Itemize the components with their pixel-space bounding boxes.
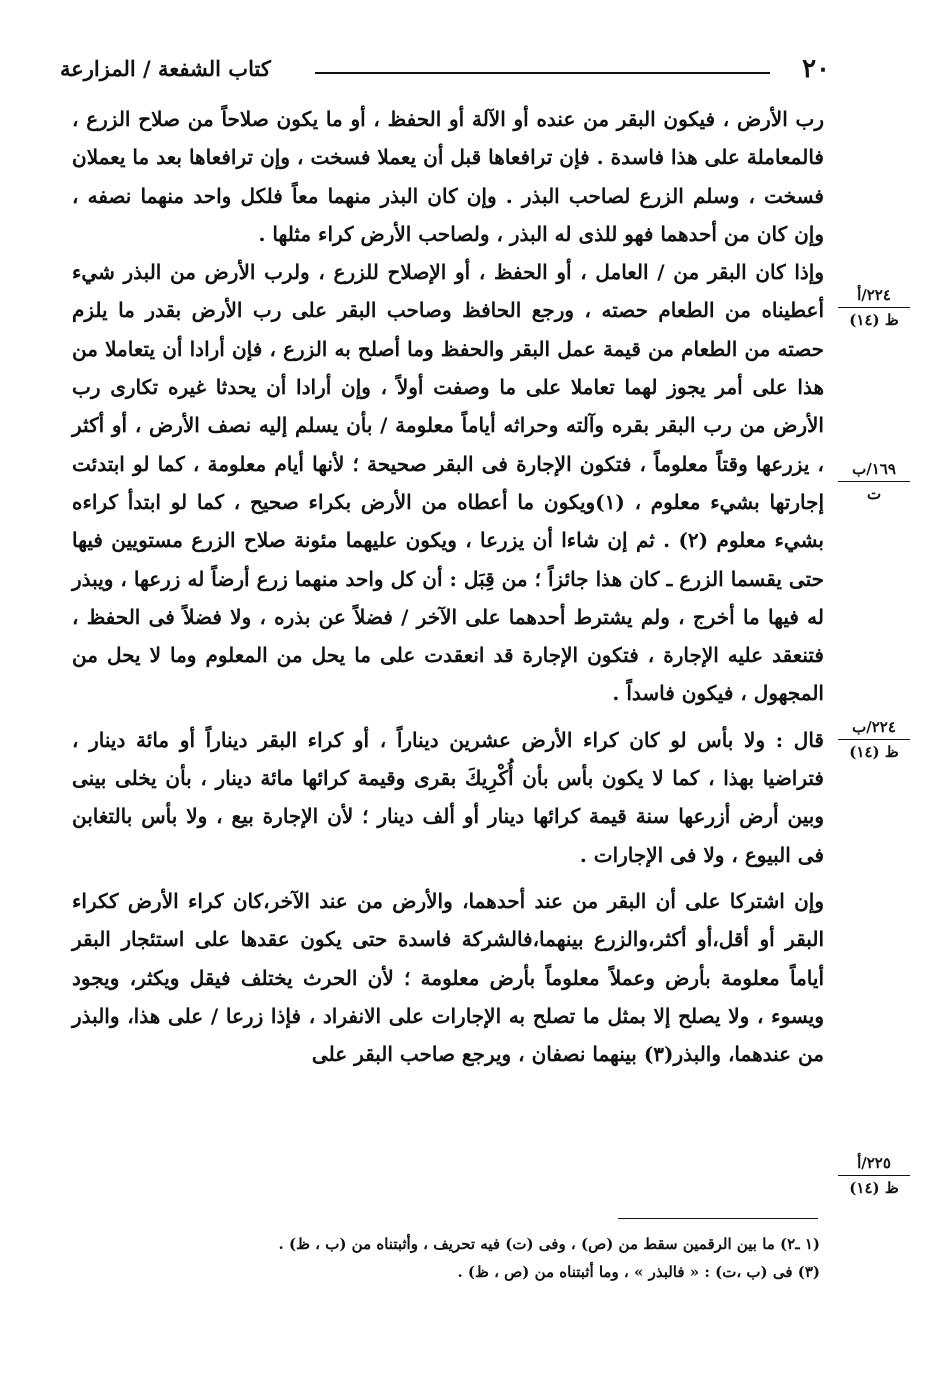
margin-note-folio: ١٦٩/ب	[838, 458, 910, 482]
main-text	[72, 100, 824, 1073]
margin-note	[838, 458, 910, 505]
margin-note-manuscript: ظ (١٤)	[849, 743, 899, 761]
margin-note-manuscript: ت	[866, 485, 882, 503]
margin-note-folio: ٢٢٤/أ	[838, 284, 910, 308]
footnote: (٣) فى (ب ،ت) : « فالبذر » ، وما أثبتناه من (ص ، ظ) .	[457, 1263, 820, 1281]
book-title: كتاب الشفعة / المزارعة	[60, 56, 271, 81]
paragraph: وإن اشتركا على أن البقر من عند أحدهما، والأرض من عند الآخر،كان كراء الأرض ككراء البقر أو أقل،أو أكثر،والزرع بينهما،فالشركة فاسدة حتى يكون عقدها على استئجار البقر أياماً معلومة بأرض وعملاً معلوماً بأرض معلومة ؛ لأن الحرث يختلف فيقل ويكثر، ويجود ويسوء ، ولا يصلح إلا بمثل ما تصلح به الإجارات على الانفراد ، فإذا زرعا / على هذا، والبذر من عندهما، والبذر(٣) بينهما نصفان ، ويرجع صاحب البقر على	[72, 888, 825, 1067]
margin-note	[838, 284, 910, 331]
margin-note	[838, 1152, 910, 1199]
paragraph: قال : ولا بأس لو كان كراء الأرض عشرين ديناراً ، أو كراء البقر ديناراً أو مائة دينار ، فتراضيا بهذا ، كما لا يكون بأس بأن أُكْرِيكَ بقرى وقيمة كرائها مائة دينار ، بأن يخلى بينى وبين أرض أزرعها سنة قيمة كرائها دينار أو ألف دينار ؛ لأن الإجارة بيع ، ولا بأس بالتغابن فى البيوع ، ولا فى الإجارات .	[72, 727, 824, 867]
page-number: ٢٠	[802, 54, 830, 84]
margin-note-manuscript: ظ (١٤)	[849, 311, 899, 329]
margin-note-manuscript: ظ (١٤)	[849, 1179, 899, 1197]
margin-note	[838, 716, 910, 763]
header-rule	[315, 72, 770, 74]
margin-note-folio: ٢٢٤/ب	[838, 716, 910, 740]
paragraph: رب الأرض ، فيكون البقر من عنده أو الآلة أو الحفظ ، أو ما يكون صلاحاً من صلاح الزرع ، فالمعاملة على هذا فاسدة . فإن ترافعاها قبل أن يعملا فسخت ، وإن ترافعاها بعد ما يعملان فسخت ، وسلم الزرع لصاحب البذر . وإن كان البذر منهما معاً فلكل واحد منهما نصفه ، وإن كان من أحدهما فهو للذى له البذر ، ولصاحب الأرض كراء مثلها .	[72, 107, 825, 246]
page-header	[60, 52, 830, 92]
paragraph: وإذا كان البقر من / العامل ، أو الحفظ ، أو الإصلاح للزرع ، ولرب الأرض من البذر شيء أعطيناه من الطعام حصته ، ورجع الحافظ وصاحب البقر على رب الأرض بقدر ما يلزم حصته من الطعام من قيمة عمل البقر والحفظ وما أصلح به الزرع ، فإن أرادا أن يتعاملا من هذا على أمر يجوز لهما تعاملا على ما وصفت أولاً ، وإن أرادا أن يحدثا غيره تكارى رب الأرض من رب البقر بقره وآلته وحراثه أياماً معلومة / بأن يسلم إليه نصف الأرض ، أو أكثر ، يزرعها وقتاً معلوماً ، فتكون الإجارة فى البقر صحيحة ؛ لأنها أيام معلومة ، كما لو ابتدئت إجارتها بشيء معلوم ، (١)ويكون ما أعطاه من الأرض بكراء صحيح ، كما لو ابتدأ كراءه بشيء معلوم (٢) . ثم إن شاءا أن يزرعا ، ويكون عليهما مئونة صلاح الزرع مستويين فيها حتى يقسما الزرع ـ كان هذا جائزاً ؛ من قِبَل : أن كل واحد منهما زرع أرضاً له زرعها ، ويبذر له فيها ما أخرج ، ولم يشترط أحدهما على الآخر / فضلاً عن بذره ، ولا فضلاً فى الحفظ ، فتنعقد عليه الإجارة ، فتكون الإجارة قد انعقدت على ما يحل من المعلوم وما لا يحل من المجهول ، فيكون فاسداً .	[72, 260, 825, 706]
footnote: (١ ـ٢) ما بين الرقمين سقط من (ص) ، وفى (ت) فيه تحريف ، وأثبتناه من (ب ، ظ) .	[278, 1235, 820, 1253]
footnote-rule	[618, 1218, 818, 1219]
footnotes	[120, 1230, 820, 1286]
margin-note-folio: ٢٢٥/أ	[838, 1152, 910, 1176]
